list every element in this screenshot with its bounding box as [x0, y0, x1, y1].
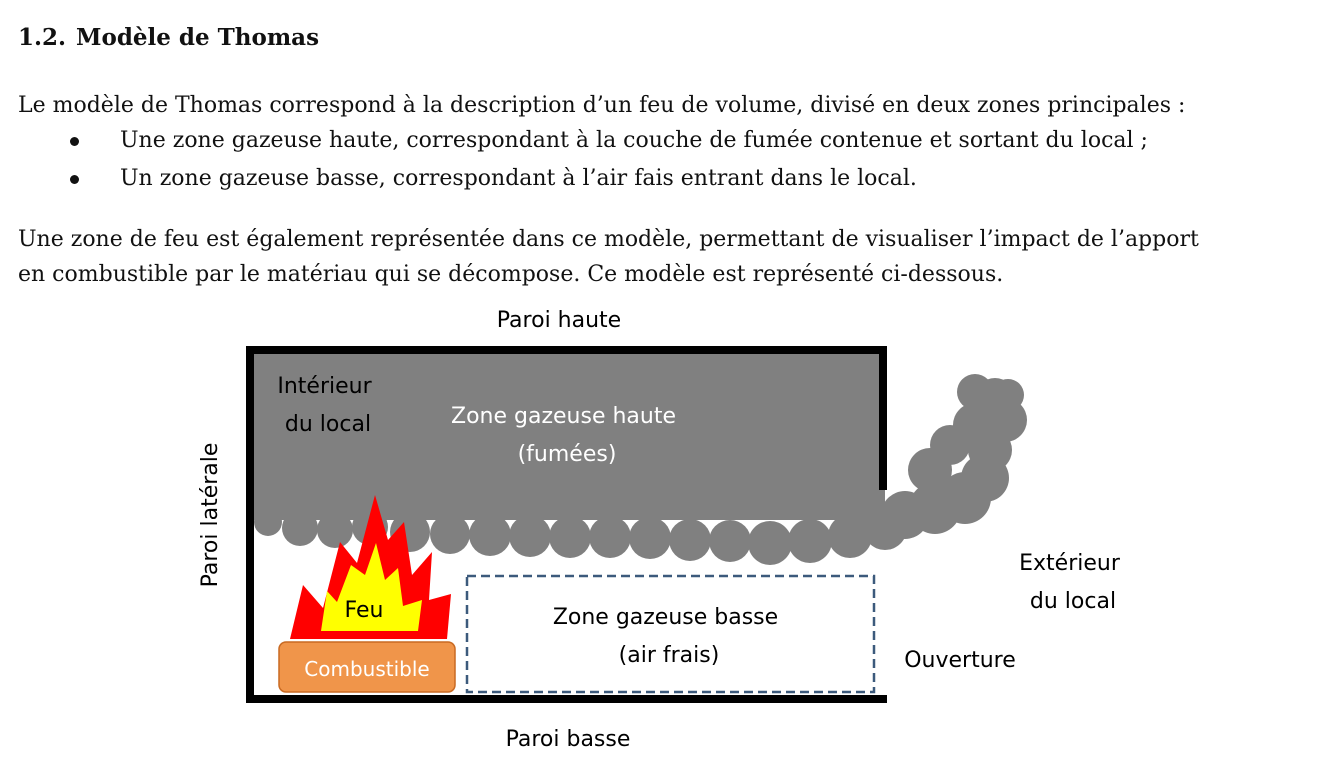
list-item-text: Un zone gazeuse basse, correspondant à l’air fais entrant dans le local. [120, 166, 917, 191]
intro-paragraph: Le modèle de Thomas correspond à la description d’un feu de volume, divisé en deux zones principales : [18, 93, 1186, 118]
section-title: Modèle de Thomas [76, 24, 320, 51]
lower-zone-box [467, 576, 874, 692]
lower-zone-label-line: Zone gazeuse basse [552, 605, 779, 630]
fuel-label: Combustible [304, 657, 430, 681]
exterior-label [1019, 551, 1127, 614]
wall-side-label: Paroi latérale [198, 442, 223, 588]
smoke-plume [881, 374, 1027, 539]
upper-zone-label-line: Zone gazeuse haute [451, 404, 676, 429]
opening-label: Ouverture [904, 648, 1016, 673]
list-item-text: Une zone gazeuse haute, correspondant à la couche de fumée contenue et sortant du local ; [120, 128, 1148, 153]
section-number: 1.2. [18, 24, 67, 51]
paragraph-line: en combustible par le matériau qui se décompose. Ce modèle est représenté ci-dessous. [18, 262, 1004, 287]
interior-label-line: Intérieur [277, 374, 372, 399]
upper-zone-label-line: (fumées) [517, 442, 617, 467]
interior-label-line: du local [284, 412, 372, 437]
fire-label: Feu [344, 598, 384, 623]
exterior-label-line: du local [1029, 589, 1117, 614]
exterior-label-line: Extérieur [1019, 551, 1120, 576]
lower-zone-label-line: (air frais) [618, 643, 720, 668]
wall-top-label: Paroi haute [496, 308, 622, 333]
wall-bottom-label: Paroi basse [505, 727, 631, 752]
paragraph-line: Une zone de feu est également représentée dans ce modèle, permettant de visualiser l’impact de l’apport [18, 227, 1199, 252]
